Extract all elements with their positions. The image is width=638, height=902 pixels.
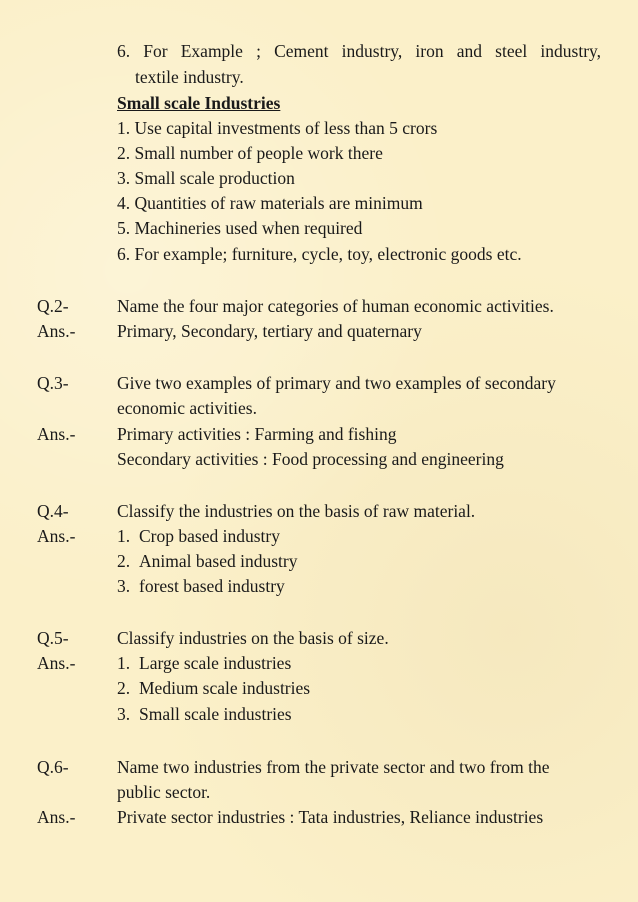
answer-item	[117, 652, 291, 674]
answer-text: Primary activities : Farming and fishing	[117, 424, 397, 444]
item-text: Animal based industry	[139, 551, 298, 571]
section-heading-small-scale: Small scale Industries	[117, 93, 281, 113]
answer-text: Secondary activities : Food processing and engineering	[117, 449, 504, 469]
question-label: Q.2-	[37, 296, 69, 316]
list-item: 1. Use capital investments of less than 5 crors	[117, 118, 438, 138]
item-text: For Example ; Cement industry, iron and steel industry,	[143, 41, 602, 61]
item-number: 1.	[117, 526, 131, 546]
question-text: Name two industries from the private sector and two from the	[117, 757, 550, 777]
question-label: Q.5-	[37, 628, 69, 648]
item-text: Medium scale industries	[139, 678, 311, 698]
list-item: 3. Small scale production	[117, 168, 295, 188]
answer-item	[117, 703, 292, 725]
answer-text: Primary, Secondary, tertiary and quaternary	[117, 321, 422, 341]
list-item: 4. Quantities of raw materials are minimum	[117, 193, 423, 213]
list-item: 6. For example; furniture, cycle, toy, electronic goods etc.	[117, 244, 522, 264]
answer-label: Ans.-	[37, 321, 76, 341]
item-number: 1.	[117, 653, 131, 673]
answer-item	[117, 575, 285, 597]
item-number: 6.	[117, 41, 131, 61]
answer-item	[117, 550, 297, 572]
question-text: Name the four major categories of human economic activities.	[117, 296, 554, 316]
large-scale-item-6	[117, 40, 601, 62]
item-text: Crop based industry	[139, 526, 280, 546]
question-label: Q.3-	[37, 373, 69, 393]
question-label: Q.4-	[37, 501, 69, 521]
question-text: Classify industries on the basis of size.	[117, 628, 389, 648]
item-text: forest based industry	[139, 576, 285, 596]
list-item: 5. Machineries used when required	[117, 218, 363, 238]
item-number: 3.	[117, 576, 131, 596]
question-text: Classify the industries on the basis of raw material.	[117, 501, 476, 521]
answer-label: Ans.-	[37, 526, 76, 546]
large-scale-item-6-cont: textile industry.	[135, 67, 244, 87]
item-text: Large scale industries	[139, 653, 292, 673]
answer-text: Private sector industries : Tata industries, Reliance industries	[117, 807, 544, 827]
item-number: 2.	[117, 551, 131, 571]
question-text-cont: economic activities.	[117, 398, 257, 418]
question-text: Give two examples of primary and two examples of secondary	[117, 373, 556, 393]
question-label: Q.6-	[37, 757, 69, 777]
answer-item	[117, 525, 280, 547]
item-number: 2.	[117, 678, 131, 698]
answer-label: Ans.-	[37, 807, 76, 827]
answer-item	[117, 677, 310, 699]
item-number: 3.	[117, 704, 131, 724]
list-item: 2. Small number of people work there	[117, 143, 383, 163]
question-text-cont: public sector.	[117, 782, 211, 802]
answer-label: Ans.-	[37, 653, 76, 673]
item-text: Small scale industries	[139, 704, 292, 724]
answer-label: Ans.-	[37, 424, 76, 444]
